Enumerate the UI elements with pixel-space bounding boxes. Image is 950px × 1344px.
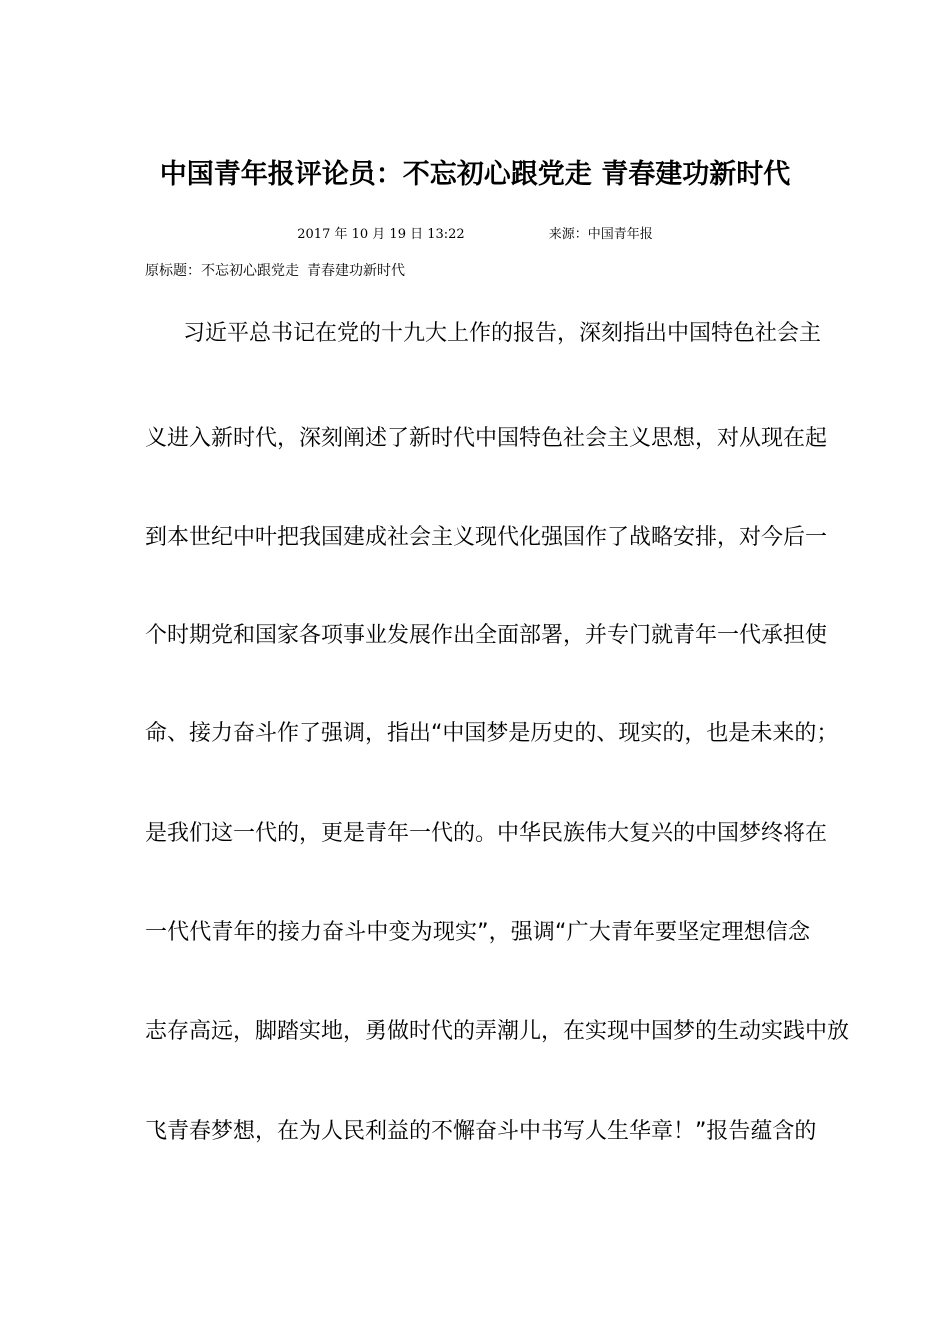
- body-line-5: 命、接力奋斗作了强调，指出“中国梦是历史的、现实的，也是未来的；: [145, 721, 839, 746]
- body-line-3: 到本世纪中叶把我国建成社会主义现代化强国作了战略安排，对今后一: [145, 525, 828, 550]
- body-line-8: 志存高远，脚踏实地，勇做时代的弄潮儿，在实现中国梦的生动实践中放: [145, 1019, 850, 1044]
- body-line-9: 飞青春梦想，在为人民利益的不懈奋斗中书写人生华章！”报告蕴含的: [145, 1119, 817, 1144]
- original-title: [145, 260, 405, 282]
- publish-date: 2017 年 10 月 19 日 13:22: [297, 227, 465, 242]
- body-line-6: 是我们这一代的，更是青年一代的。中华民族伟大复兴的中国梦终将在: [145, 821, 828, 846]
- article-title: 中国青年报评论员：不忘初心跟党走 青春建功新时代: [159, 159, 791, 190]
- body-line-4: 个时期党和国家各项事业发展作出全面部署，并专门就青年一代承担使: [145, 623, 828, 648]
- article-meta: [0, 225, 950, 245]
- body-line-2: 义进入新时代，深刻阐述了新时代中国特色社会主义思想，对从现在起: [145, 426, 828, 451]
- body-line-7: 一代代青年的接力奋斗中变为现实”，强调“广大青年要坚定理想信念: [145, 920, 810, 945]
- original-title-label: 原标题：: [145, 263, 201, 279]
- body-line-1: 习近平总书记在党的十九大上作的报告，深刻指出中国特色社会主: [183, 321, 822, 346]
- original-title-part1: 不忘初心跟党走: [201, 263, 299, 279]
- article-source: 来源：中国青年报: [548, 227, 653, 242]
- original-title-part2: 青春建功新时代: [307, 263, 405, 279]
